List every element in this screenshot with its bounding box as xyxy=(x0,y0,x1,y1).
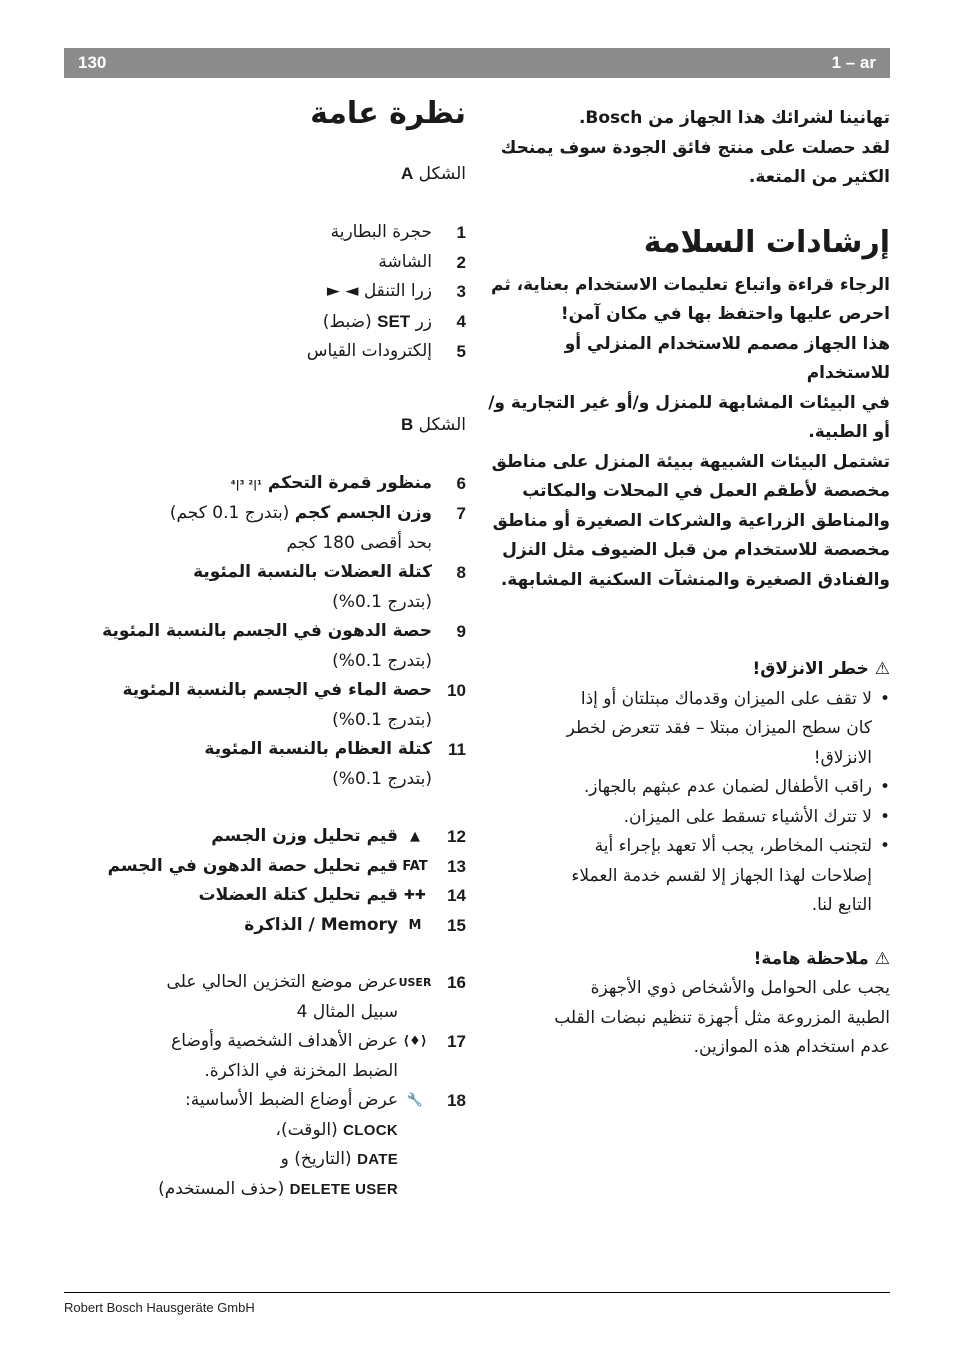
note-line-1: يجب على الحوامل والأشخاص ذوي الأجهزة xyxy=(590,978,890,998)
section-label: 1 – ar xyxy=(831,53,876,72)
weight-icon: ▲ xyxy=(410,829,420,844)
list-item: 17 ⟨♦⟩ عرض الأهداف الشخصية وأوضاع الضبط المخزنة في الذاكرة. xyxy=(60,1027,466,1086)
list-item: • لتجنب المخاطر، يجب ألا تعهد بإجراء أية إصلاحات لهذا الجهاز إلا لقسم خدمة العملاء التابع لنا. xyxy=(488,832,872,921)
figure-a-label: الشكل A xyxy=(400,164,466,184)
wrench-icon: 🔧 xyxy=(406,1093,424,1108)
muscle-icon: ✚✚ xyxy=(404,888,426,903)
list-item: 7 وزن الجسم كجم (بتدرج 0.1 كجم) بحد أقصى 180 كجم xyxy=(169,503,466,553)
safety-para3-line5: والفنادق الصغيرة والمنشآت السكنية المشابهة. xyxy=(500,569,890,590)
page-header xyxy=(64,48,890,78)
warning-triangle-icon: ⚠ xyxy=(874,948,890,969)
note-line-2: الطبية المزروعة مثل أجهزة تنظيم نبضات القلب xyxy=(554,1007,890,1028)
list-item: 8 كتلة العضلات بالنسبة المئوية (بتدرج 0.1%) xyxy=(193,562,466,612)
safety-para2-line3: أو الطبية. xyxy=(808,422,890,442)
figure-b-label: الشكل B xyxy=(400,414,466,435)
list-item: 1 حجرة البطارية xyxy=(330,222,466,242)
left-column xyxy=(60,94,466,1204)
list-item: 15 M Memory / الذاكرة xyxy=(60,911,466,941)
page-number: 130 xyxy=(78,53,107,72)
list-item: 18 🔧 عرض أوضاع الضبط الأساسية: CLOCK (الوقت)، DATE (التاريخ) و DELETE USER (حذف المستخدم) xyxy=(60,1086,466,1204)
fat-icon: FAT xyxy=(402,858,428,874)
cockpit-view-icon: ¹|² ³|⁴ xyxy=(230,477,262,491)
list-item: 4 زر SET (ضبط) xyxy=(322,311,466,332)
safety-para3-line3: والمناطق الزراعية والشركات الصغيرة أو مناطق xyxy=(492,510,890,531)
safety-para1-line2: احرص عليها واحتفظ بها في مكان آمن! xyxy=(560,304,890,324)
user-icon: USER xyxy=(398,976,432,989)
safety-para3-line4: مخصصة للاستخدام من قبل الضيوف مثل النزل xyxy=(502,540,890,560)
list-item: 3 زرا التنقل ◄ ► xyxy=(326,281,466,301)
list-item: • راقب الأطفال لضمان عدم عبثهم بالجهاز. xyxy=(488,773,872,803)
personal-goals-icon: ⟨♦⟩ xyxy=(403,1034,427,1049)
slip-warning-title: ⚠ خطر الانزلاق! xyxy=(752,659,890,679)
list-item: 14 ✚✚ قيم تحليل كتلة العضلات xyxy=(60,881,466,911)
intro-line-2: لقد حصلت على منتج فائق الجودة سوف يمنحك xyxy=(500,137,890,158)
safety-title: إرشادات السلامة xyxy=(643,224,890,260)
list-item: • لا تترك الأشياء تسقط على الميزان. xyxy=(488,803,872,833)
overview-title: نظرة عامة xyxy=(310,96,466,131)
list-item: 10 حصة الماء في الجسم بالنسبة المئوية (بتدرج 0.1%) xyxy=(122,680,466,730)
list-item: 12 ▲ قيم تحليل وزن الجسم xyxy=(60,822,466,852)
safety-para1-line1: الرجاء قراءة واتباع تعليمات الاستخدام بعناية، ثم xyxy=(491,274,890,295)
warning-triangle-icon: ⚠ xyxy=(874,659,890,679)
safety-para3-line2: مخصصة لأطقم العمل في المحلات والمكاتب xyxy=(522,481,890,501)
list-item: 16 USER عرض موضع التخزين الحالي على سبيل المثال 4 xyxy=(60,968,466,1027)
safety-para2-line1: هذا الجهاز مصمم للاستخدام المنزلي أو للاستخدام xyxy=(564,333,890,383)
safety-para2-line2: في البيئات المشابهة للمنزل و/أو غير التجارية و/ xyxy=(488,392,890,413)
navigation-arrows-icon: ◄ ► xyxy=(326,281,359,301)
list-item: • لا تقف على الميزان وقدماك مبتلتان أو إذا كان سطح الميزان مبتلا – فقد تتعرض لخطر الانزلاق! xyxy=(488,685,872,774)
note-title: ⚠ ملاحظة هامة! xyxy=(753,948,890,969)
safety-para3-line1: تشتمل البيئات الشبيهة ببيئة المنزل على مناطق xyxy=(491,451,890,472)
list-item: 2 الشاشة xyxy=(378,251,466,272)
intro-line-1: تهانينا لشرائك هذا الجهاز من Bosch. xyxy=(578,108,890,128)
list-item: 9 حصة الدهون في الجسم بالنسبة المئوية (بتدرج 0.1%) xyxy=(102,621,466,671)
list-item: 11 كتلة العظام بالنسبة المئوية (بتدرج 0.1%) xyxy=(204,739,466,789)
note-line-3: عدم استخدام هذه الموازين. xyxy=(693,1037,890,1057)
list-item: 5 إلكترودات القياس xyxy=(306,341,466,361)
memory-icon: M xyxy=(408,917,422,933)
slip-warning-list xyxy=(488,685,890,921)
footer-company: Robert Bosch Hausgeräte GmbH xyxy=(64,1300,255,1315)
list-item: 6 منظور قمرة التحكم ¹|² ³|⁴ xyxy=(230,472,466,493)
footer-divider xyxy=(64,1292,890,1293)
intro-line-3: الكثير من المتعة. xyxy=(748,167,890,187)
right-column xyxy=(488,104,890,1063)
list-item: 13 FAT قيم تحليل حصة الدهون في الجسم xyxy=(60,852,466,882)
